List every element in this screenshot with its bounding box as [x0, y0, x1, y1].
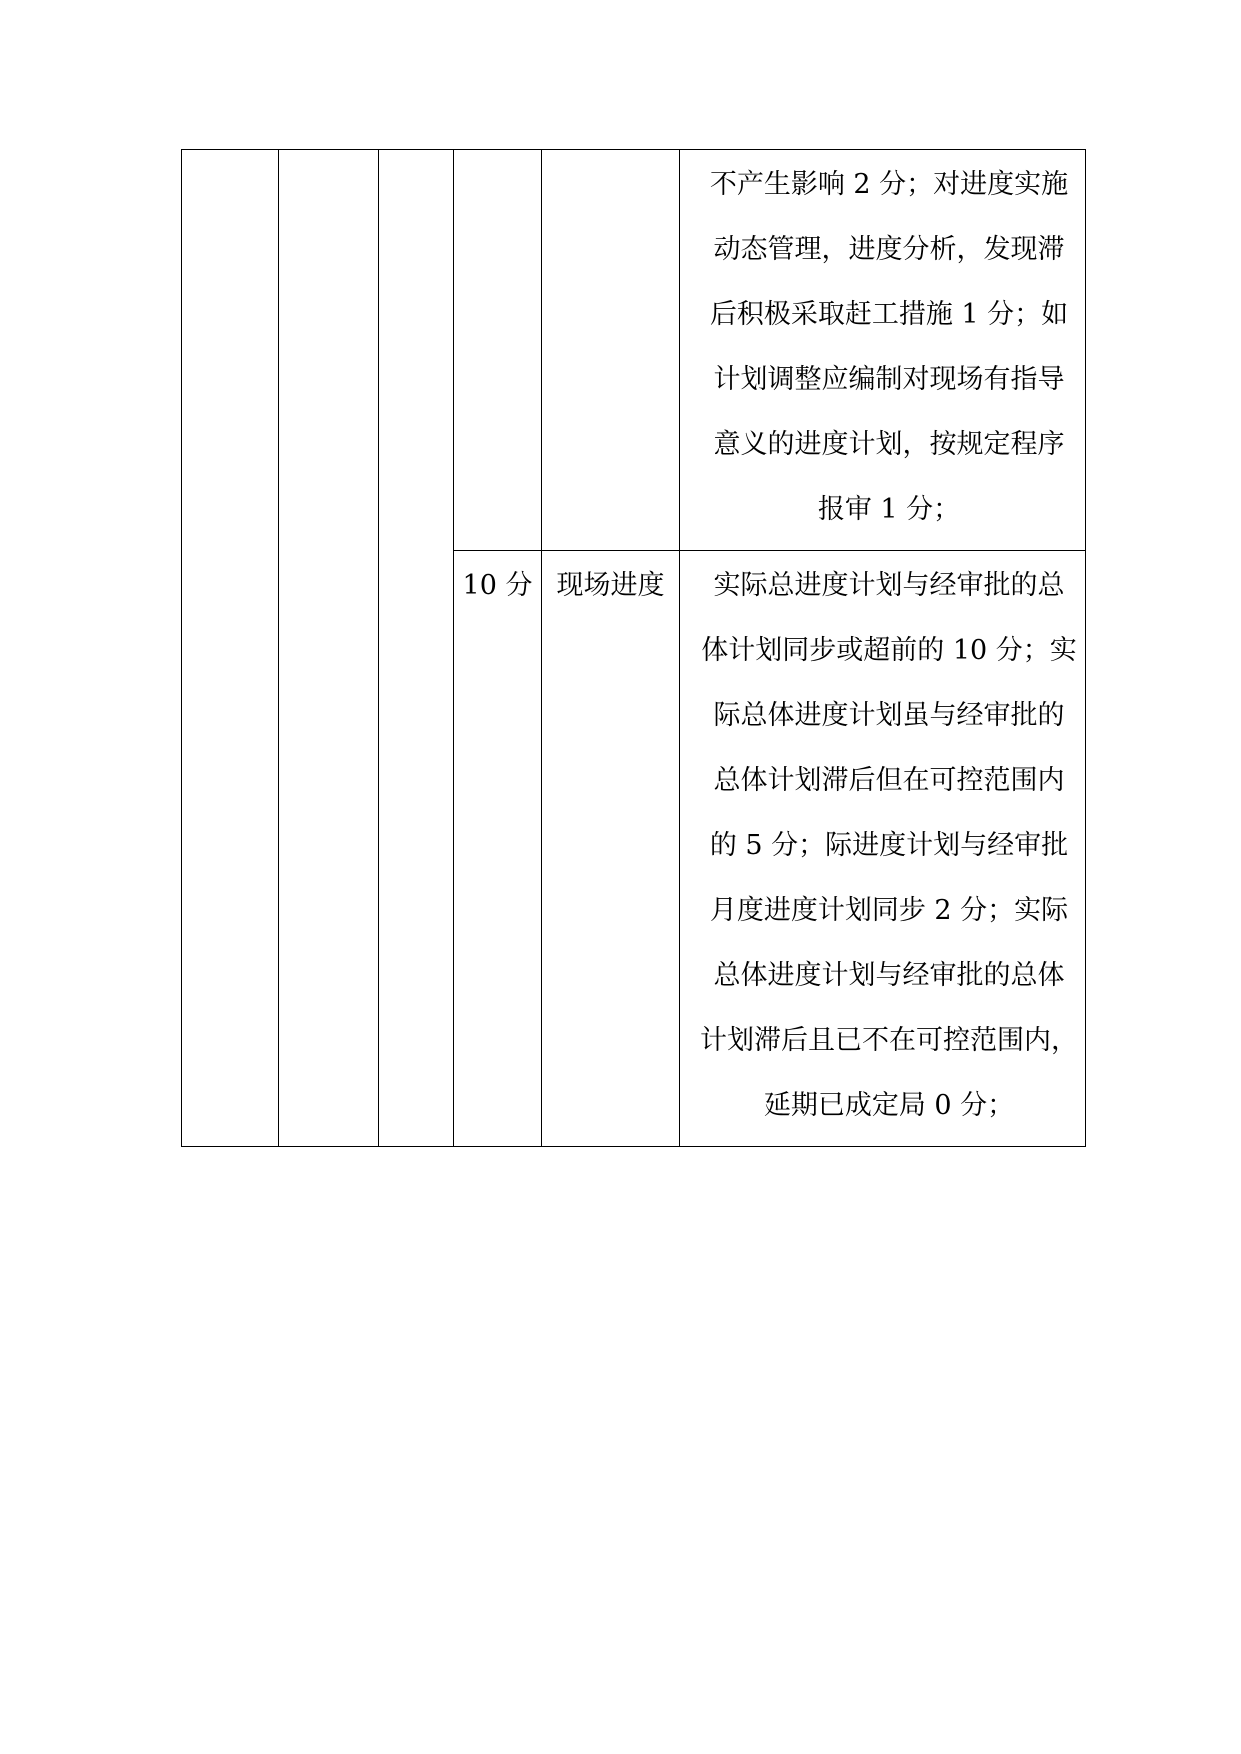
criteria-line: 不产生影响 2 分；对进度实施 — [709, 169, 1069, 200]
criteria-line: 总体计划滞后但在可控范围内 — [713, 765, 1065, 796]
blank-column-1-cell — [182, 150, 279, 1147]
criteria-line: 计划调整应编制对现场有指导 — [713, 364, 1065, 395]
item-cell — [542, 150, 680, 551]
scoring-table — [181, 149, 1086, 1147]
criteria-line: 总体进度计划与经审批的总体 — [713, 960, 1065, 991]
item-cell: 现场进度 — [542, 551, 680, 1147]
criteria-line: 后积极采取赶工措施 1 分；如 — [709, 299, 1069, 330]
criteria-line: 际总体进度计划虽与经审批的 — [713, 700, 1065, 731]
criteria-line: 动态管理，进度分析，发现滞 — [713, 234, 1065, 265]
criteria-line: 意义的进度计划，按规定程序 — [713, 429, 1065, 460]
criteria-line: 实际总进度计划与经审批的总 — [713, 570, 1065, 601]
criteria-line: 计划滞后且已不在可控范围内， — [700, 1025, 1078, 1056]
blank-column-2-cell — [279, 150, 379, 1147]
blank-column-3-cell — [379, 150, 454, 1147]
score-cell — [454, 150, 542, 551]
table-row — [182, 150, 1086, 551]
criteria-line: 报审 1 分； — [817, 494, 961, 525]
criteria-line: 的 5 分；际进度计划与经审批 — [709, 830, 1069, 861]
criteria-cell — [680, 150, 1086, 551]
criteria-line: 月度进度计划同步 2 分；实际 — [709, 895, 1069, 926]
criteria-line: 体计划同步或超前的 10 分；实 — [701, 635, 1077, 666]
criteria-cell — [680, 551, 1086, 1147]
score-cell: 10 分 — [454, 551, 542, 1147]
criteria-line: 延期已成定局 0 分； — [763, 1090, 1015, 1121]
